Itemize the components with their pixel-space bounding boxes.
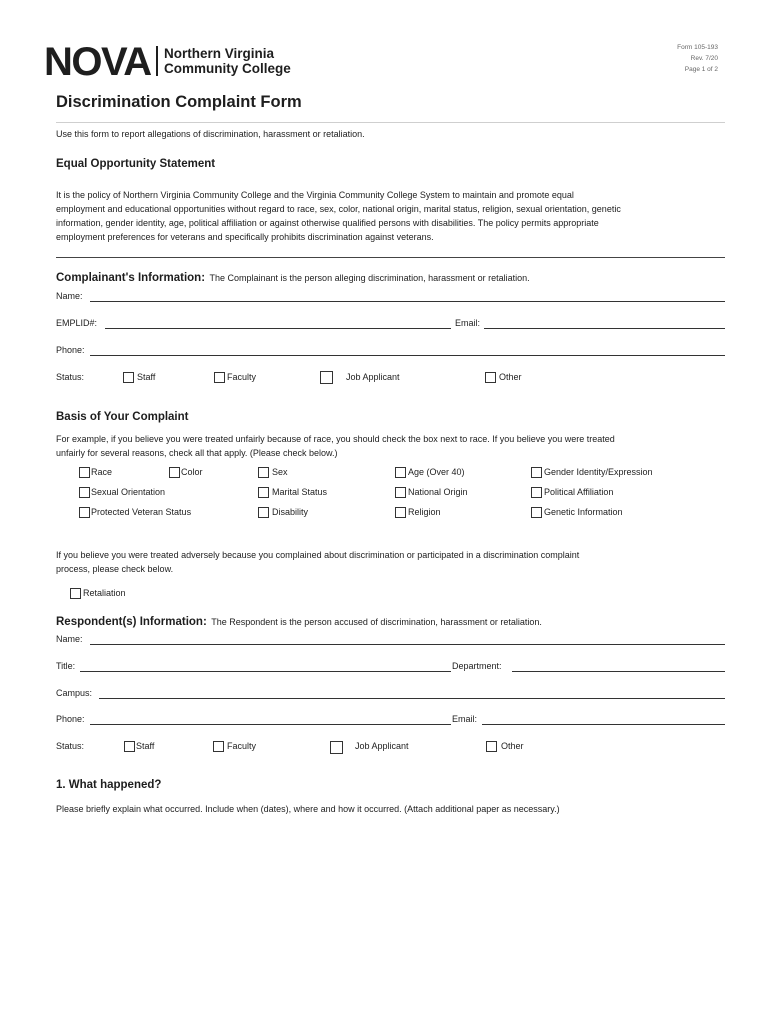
respondent-phone-field[interactable] [90, 724, 451, 725]
eo-text-line-2: employment and educational opportunities without regard to race, sex, color, national origin, marital status, religion, sexual orientation, genetic [56, 204, 621, 214]
complainant-name-field[interactable] [90, 301, 725, 302]
basis-color-label: Color [181, 467, 203, 477]
basis-age-checkbox[interactable] [395, 467, 406, 478]
logo-college-name-line2: Community College [164, 61, 291, 76]
respondent-name-field[interactable] [90, 644, 725, 645]
form-revision: Rev. 7/20 [690, 55, 718, 62]
respondent-email-label: Email: [452, 714, 478, 724]
complainant-status-staff-label: Staff [137, 372, 156, 382]
complainant-email-label: Email: [455, 318, 481, 328]
basis-text-line-2: unfairly for several reasons, check all that apply. (Please check below.) [56, 448, 338, 458]
complainant-status-applicant-checkbox[interactable] [320, 371, 333, 384]
basis-national-origin-checkbox[interactable] [395, 487, 406, 498]
what-happened-instructions: Please briefly explain what occurred. Include when (dates), where and how it occurred. (Attach additional paper as necessary.) [56, 804, 560, 814]
respondent-title-field[interactable] [80, 671, 451, 672]
basis-genetic-information-label: Genetic Information [544, 507, 623, 517]
respondent-status-other-label: Other [501, 741, 524, 751]
basis-political-affiliation-checkbox[interactable] [531, 487, 542, 498]
basis-color-checkbox[interactable] [169, 467, 180, 478]
complainant-description: The Complainant is the person alleging discrimination, harassment or retaliation. [209, 273, 530, 283]
basis-gender-identity-checkbox[interactable] [531, 467, 542, 478]
complainant-emplid-label: EMPLID#: [56, 318, 98, 328]
respondent-heading-row [56, 612, 542, 630]
eo-text-line-1: It is the policy of Northern Virginia Community College and the Virginia Community College System to maintain and promote equal [56, 190, 574, 200]
complainant-status-staff-checkbox[interactable] [123, 372, 134, 383]
respondent-status-applicant-label: Job Applicant [355, 741, 409, 751]
complainant-email-field[interactable] [484, 328, 725, 329]
basis-race-checkbox[interactable] [79, 467, 90, 478]
respondent-title-label: Title: [56, 661, 76, 671]
complainant-emplid-field[interactable] [105, 328, 451, 329]
respondent-department-field[interactable] [512, 671, 725, 672]
retaliation-checkbox[interactable] [70, 588, 81, 599]
basis-marital-status-label: Marital Status [272, 487, 328, 497]
basis-sexual-orientation-label: Sexual Orientation [91, 487, 166, 497]
respondent-name-label: Name: [56, 634, 83, 644]
retaliation-text-line-2: process, please check below. [56, 564, 174, 574]
respondent-status-applicant-checkbox[interactable] [330, 741, 343, 754]
page-number: Page 1 of 2 [684, 66, 718, 73]
complainant-heading: Complainant's Information: [56, 272, 206, 284]
respondent-email-field[interactable] [482, 724, 725, 725]
basis-political-affiliation-label: Political Affiliation [544, 487, 614, 497]
form-number: Form 105-193 [677, 44, 718, 51]
complainant-status-other-label: Other [499, 372, 522, 382]
respondent-status-faculty-label: Faculty [227, 741, 257, 751]
eo-text-line-3: information, gender identity, age, political affiliation or against otherwise qualified persons with disabilities. The policy permits appropriate [56, 218, 599, 228]
respondent-campus-field[interactable] [99, 698, 725, 699]
basis-age-label: Age (Over 40) [408, 467, 465, 477]
respondent-description: The Respondent is the person accused of discrimination, harassment or retaliation. [211, 617, 542, 627]
complainant-status-faculty-label: Faculty [227, 372, 257, 382]
form-intro: Use this form to report allegations of discrimination, harassment or retaliation. [56, 129, 365, 139]
basis-disability-label: Disability [272, 507, 309, 517]
complainant-phone-label: Phone: [56, 345, 85, 355]
complainant-phone-field[interactable] [90, 355, 725, 356]
respondent-phone-label: Phone: [56, 714, 85, 724]
basis-sex-label: Sex [272, 467, 288, 477]
respondent-campus-label: Campus: [56, 688, 93, 698]
respondent-status-label: Status: [56, 741, 85, 751]
what-happened-heading: 1. What happened? [56, 779, 162, 791]
basis-national-origin-label: National Origin [408, 487, 468, 497]
basis-race-label: Race [91, 467, 113, 477]
retaliation-label: Retaliation [83, 588, 126, 598]
logo-college-name-line1: Northern Virginia [164, 46, 275, 61]
title-divider [56, 122, 725, 123]
basis-religion-checkbox[interactable] [395, 507, 406, 518]
complainant-name-label: Name: [56, 291, 83, 301]
eo-text-line-4: employment preferences for veterans and specifically prohibits discrimination against veterans. [56, 232, 434, 242]
basis-gender-identity-label: Gender Identity/Expression [544, 467, 653, 477]
form-title: Discrimination Complaint Form [56, 93, 302, 111]
logo-divider [156, 46, 158, 76]
respondent-status-staff-checkbox[interactable] [124, 741, 135, 752]
retaliation-text-line-1: If you believe you were treated adversely because you complained about discrimination or participated in a discrimination complaint [56, 550, 580, 560]
basis-genetic-information-checkbox[interactable] [531, 507, 542, 518]
complainant-status-other-checkbox[interactable] [485, 372, 496, 383]
respondent-status-staff-label: Staff [136, 741, 155, 751]
basis-marital-status-checkbox[interactable] [258, 487, 269, 498]
respondent-department-label: Department: [452, 661, 502, 671]
basis-disability-checkbox[interactable] [258, 507, 269, 518]
complainant-status-label: Status: [56, 372, 85, 382]
basis-protected-veteran-label: Protected Veteran Status [91, 507, 192, 517]
respondent-status-faculty-checkbox[interactable] [213, 741, 224, 752]
complainant-heading-row [56, 268, 530, 286]
eo-heading: Equal Opportunity Statement [56, 158, 216, 170]
basis-text-line-1: For example, if you believe you were treated unfairly because of race, you should check the box next to race. If you believe you were treated [56, 434, 615, 444]
basis-religion-label: Religion [408, 507, 441, 517]
respondent-status-other-checkbox[interactable] [486, 741, 497, 752]
section-divider [56, 257, 725, 258]
complainant-status-applicant-label: Job Applicant [346, 372, 400, 382]
respondent-heading: Respondent(s) Information: [56, 616, 207, 628]
nova-logo-wordmark: NOVA [44, 40, 151, 84]
basis-protected-veteran-checkbox[interactable] [79, 507, 90, 518]
basis-sexual-orientation-checkbox[interactable] [79, 487, 90, 498]
basis-heading: Basis of Your Complaint [56, 411, 189, 423]
complainant-status-faculty-checkbox[interactable] [214, 372, 225, 383]
basis-sex-checkbox[interactable] [258, 467, 269, 478]
